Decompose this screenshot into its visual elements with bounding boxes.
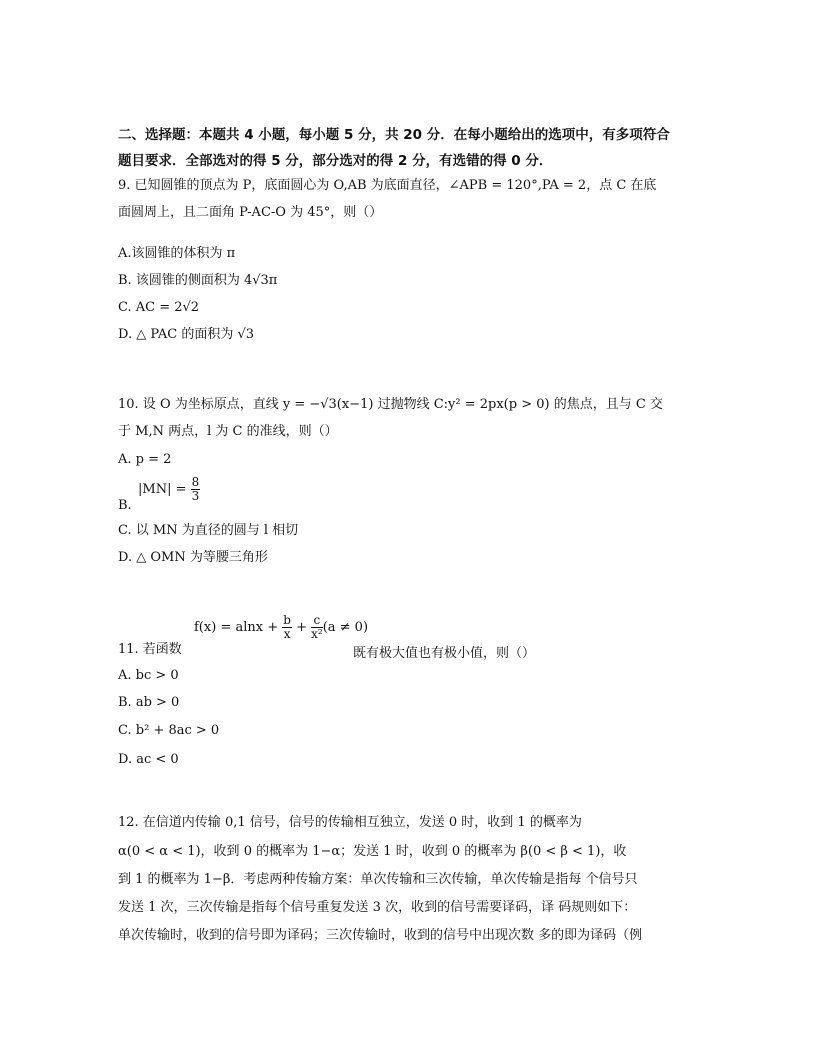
fraction xyxy=(191,476,201,503)
section-header-line: 题目要求．全部选对的得 5 分，部分选对的得 2 分，有选错的得 0 分． xyxy=(118,153,553,169)
plus-sign: + xyxy=(296,620,307,635)
option-a: A. bc > 0 xyxy=(118,668,179,683)
question-line: 12. 在信道内传输 0,1 信号，信号的传输相互独立，发送 0 时，收到 1 的概率为 xyxy=(118,815,582,830)
option-a: A.该圆锥的体积为 π xyxy=(118,246,236,261)
option-d: D. △ OMN 为等腰三角形 xyxy=(118,550,268,565)
fraction-b-over-x xyxy=(282,614,292,641)
option-b: B. ab > 0 xyxy=(118,695,180,710)
question-line: 单次传输时，收到的信号即为译码；三次传输时，收到的信号中出现次数 多的即为译码（例 xyxy=(118,928,643,943)
option-b: B. 该圆锥的侧面积为 4√3π xyxy=(118,273,278,288)
option-c: C. 以 MN 为直径的圆与 l 相切 xyxy=(118,523,299,538)
question-stem: 9. 已知圆锥的顶点为 P，底面圆心为 O,AB 为底面直径，∠APB = 120°,PA = 2，点 C 在底 xyxy=(118,178,657,193)
question-prefix: 11. 若函数 xyxy=(118,642,182,657)
question-line: 发送 1 次，三次传输是指每个信号重复发送 3 次，收到的信号需要译码，译 码规则如下： xyxy=(118,900,637,915)
section-header-line: 二、选择题：本题共 4 小题，每小题 5 分，共 20 分．在每小题给出的选项中，有多项符合 xyxy=(118,127,670,143)
option-b-label: B. xyxy=(118,498,132,513)
option-d: D. ac < 0 xyxy=(118,752,179,767)
option-c: C. AC = 2√2 xyxy=(118,300,200,315)
numerator: c xyxy=(311,614,323,628)
question-suffix: 既有极大值也有极小值，则（） xyxy=(353,646,536,661)
question-line: 到 1 的概率为 1−β．考虑两种传输方案：单次传输和三次传输，单次传输是指每 个信号只 xyxy=(118,872,638,887)
numerator: 8 xyxy=(191,475,200,489)
numerator: b xyxy=(283,613,291,627)
option-b-formula xyxy=(138,476,200,503)
function-formula xyxy=(194,614,368,641)
question-stem: 10. 设 O 为坐标原点，直线 y = −√3(x−1) 过抛物线 C:y² = 2px(p > 0) 的焦点，且与 C 交 xyxy=(118,397,663,412)
mn-length: |MN| = xyxy=(138,482,187,497)
denominator: x xyxy=(283,627,291,641)
formula-part: f(x) = alnx + xyxy=(194,620,279,635)
option-c: C. b² + 8ac > 0 xyxy=(118,723,220,738)
option-a: A. p = 2 xyxy=(118,452,172,467)
fraction-c-over-x2 xyxy=(311,614,323,641)
denominator: 3 xyxy=(191,489,200,503)
question-stem: 于 M,N 两点，l 为 C 的准线，则（） xyxy=(118,424,338,439)
question-line: α(0 < α < 1)，收到 0 的概率为 1−α；发送 1 时，收到 0 的概率为 β(0 < β < 1)，收 xyxy=(118,844,627,859)
option-d: D. △ PAC 的面积为 √3 xyxy=(118,327,255,342)
formula-part: (a ≠ 0) xyxy=(322,620,369,635)
question-stem: 面圆周上，且二面角 P-AC-O 为 45°，则（） xyxy=(118,205,383,220)
denominator: x² xyxy=(311,627,323,641)
